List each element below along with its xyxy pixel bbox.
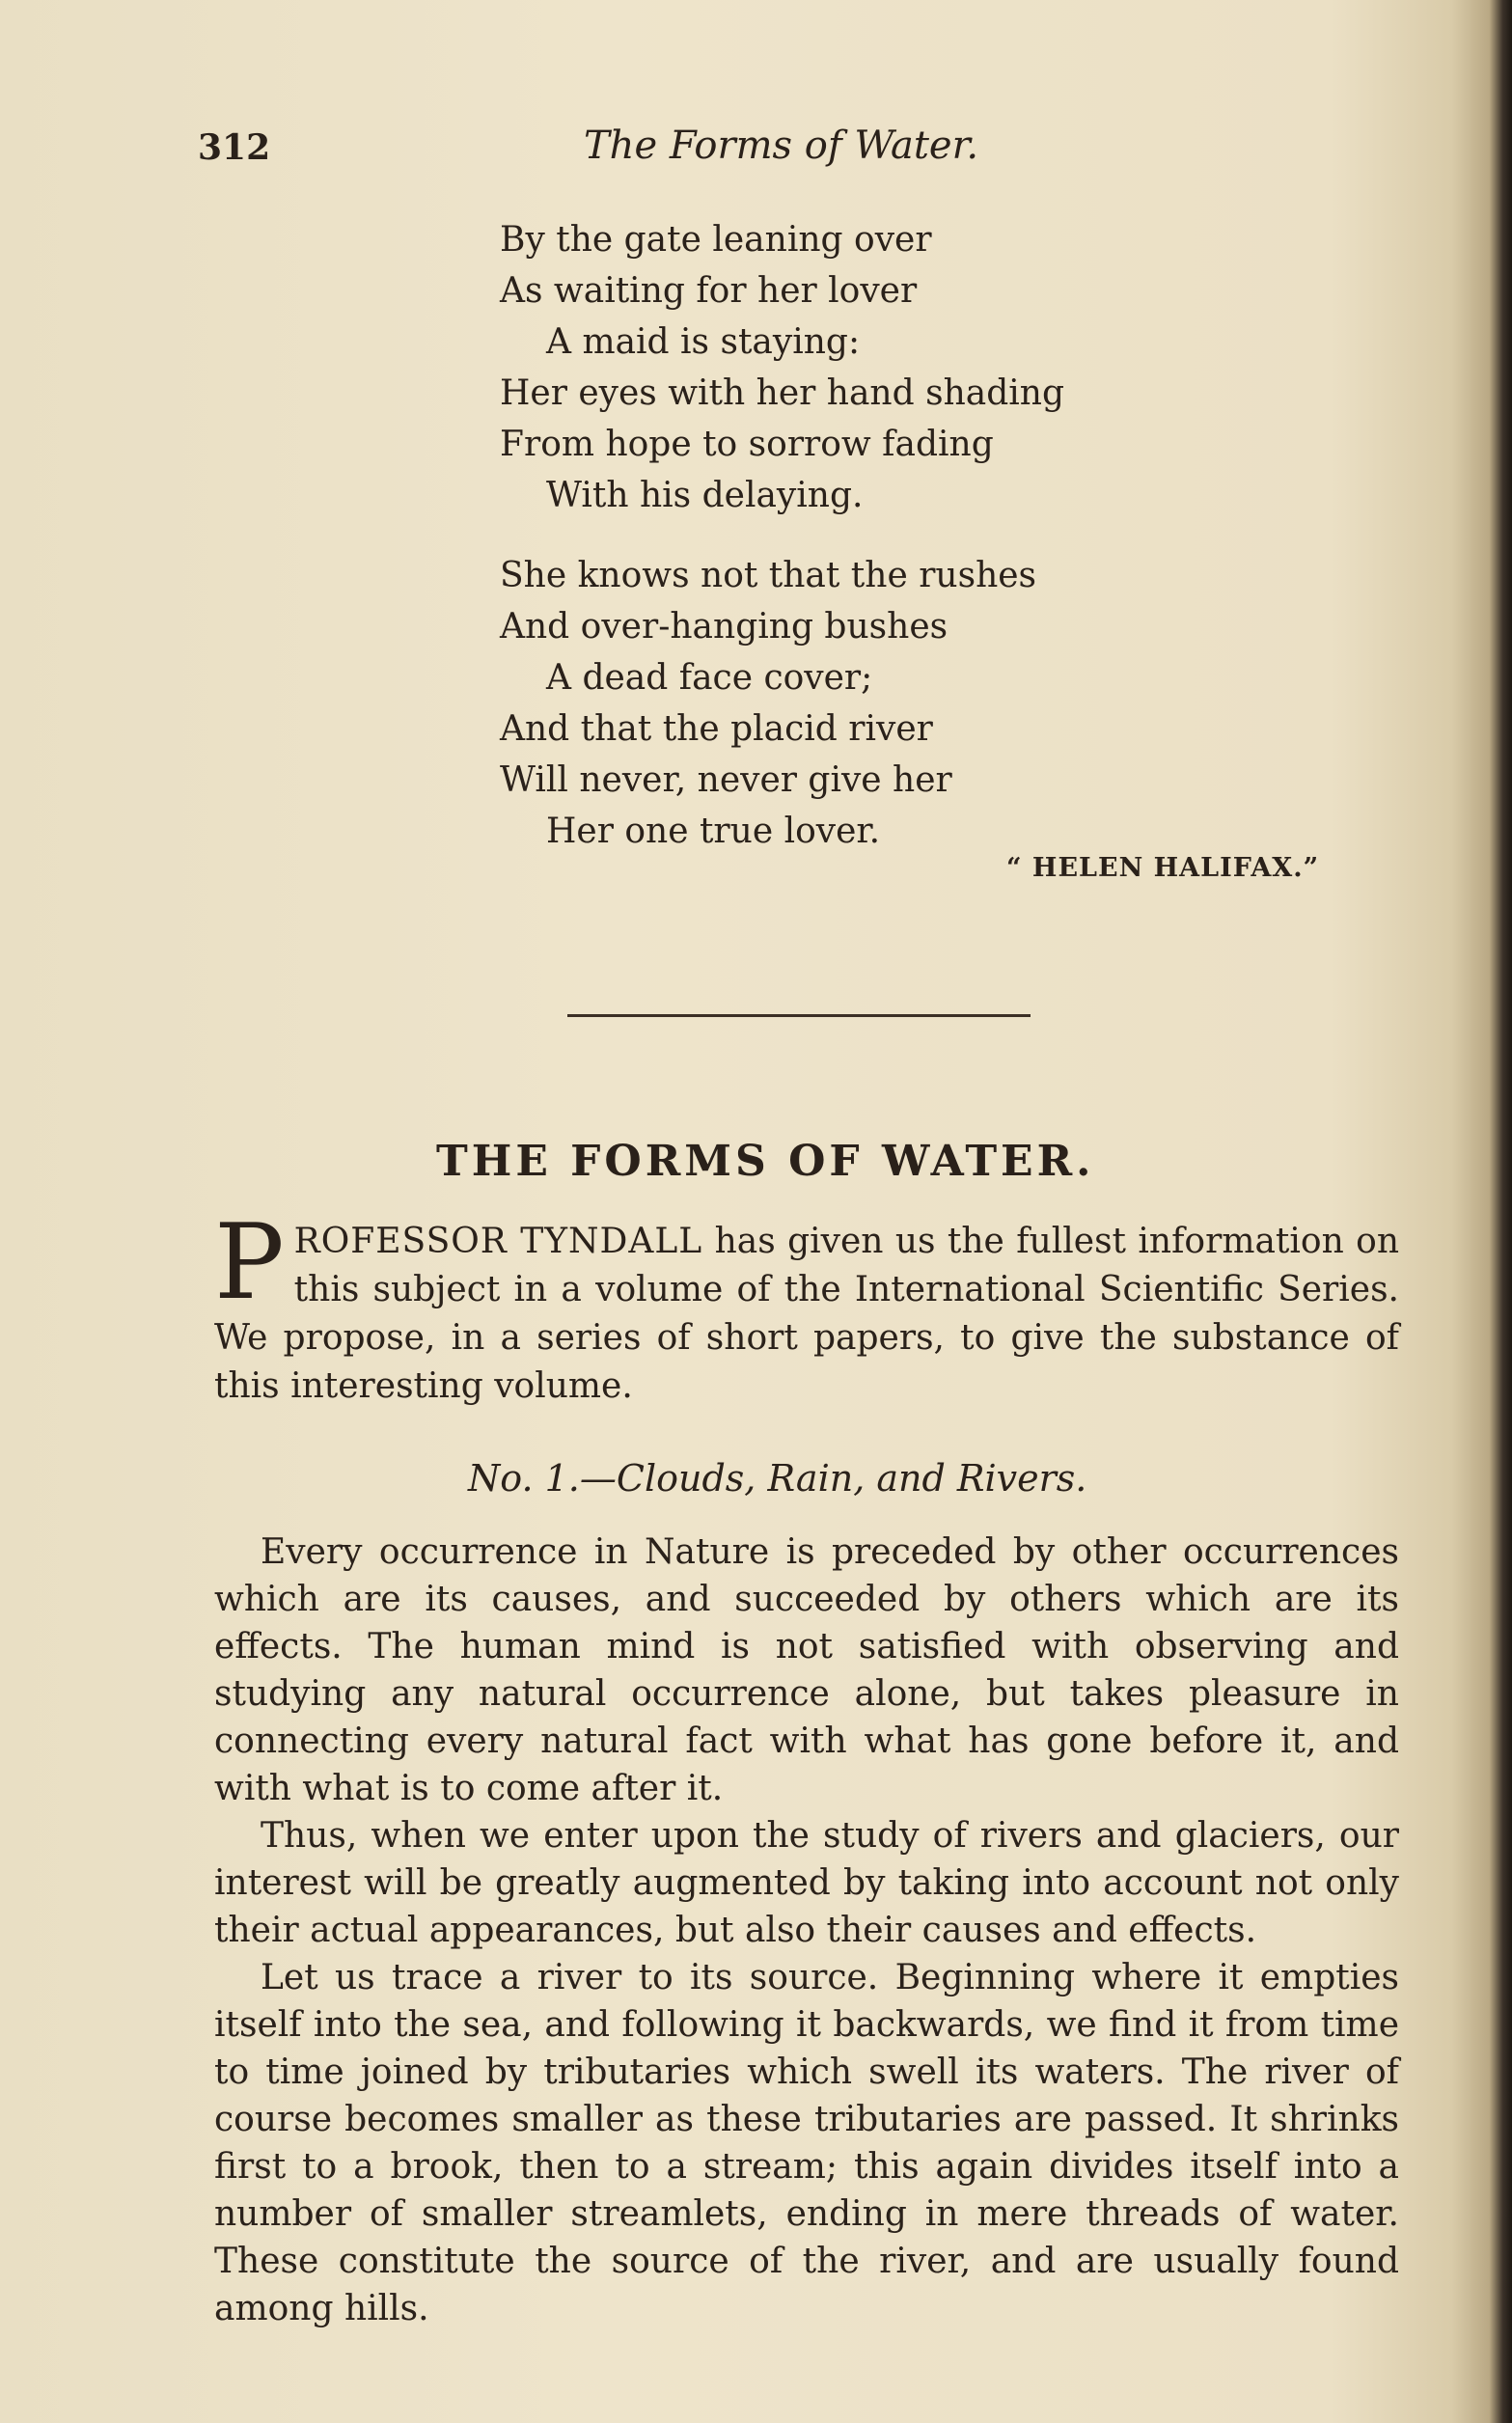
article-body <box>214 1528 1399 2332</box>
poem-attribution: “ HELEN HALIFAX.” <box>1006 853 1320 883</box>
poem-line: And that the placid river <box>500 709 933 749</box>
poem-line: By the gate leaning over <box>500 220 932 260</box>
poem-stanza <box>500 550 1064 857</box>
drop-cap: P <box>214 1202 285 1323</box>
intro-lead: ROFESSOR TYNDALL <box>293 1222 703 1261</box>
body-paragraph: Every occurrence in Nature is preceded by other occurrences which are its causes, and succeeded by others which are its effects. The human mind is not satisfied with observing and studying any natural occurrence alone, but takes pleasure in connecting every natural fact with what has gone before it, and with what is to come after it. <box>214 1532 1399 1808</box>
body-paragraph: Thus, when we enter upon the study of rivers and glaciers, our interest will be greatly augmented by taking into account not only their actual appearances, but also their causes and effects. <box>214 1816 1399 1950</box>
section-subheading: No. 1.—Clouds, Rain, and Rivers. <box>468 1457 1087 1500</box>
body-paragraph: Let us trace a river to its source. Beginning where it empties itself into the sea, and following it backwards, we find it from time to time joined by tributaries which swell its waters. The river of course becomes smaller as these tributaries are passed. It shrinks first to a brook, then to a stream; this again divides itself into a number of smaller streamlets, ending in mere threads of water. These constitute the source of the river, and are usually found among hills. <box>214 1958 1399 2328</box>
poem-line: Her one true lover. <box>546 812 881 851</box>
poem <box>500 214 1064 886</box>
article-title: THE FORMS OF WATER. <box>436 1137 1095 1186</box>
poem-line: A dead face cover; <box>546 658 873 698</box>
poem-line: She knows not that the rushes <box>500 556 1037 595</box>
running-title: The Forms of Water. <box>584 124 979 168</box>
poem-line: From hope to sorrow fading <box>500 425 994 464</box>
poem-line: With his delaying. <box>546 476 864 515</box>
poem-line: As waiting for her lover <box>500 271 918 311</box>
section-divider <box>567 1014 1031 1017</box>
poem-line: Will never, never give her <box>500 760 952 800</box>
poem-line: Her eyes with her hand shading <box>500 373 1065 413</box>
page-number: 312 <box>198 127 271 168</box>
intro-paragraph <box>214 1202 1399 1411</box>
poem-line: And over-hanging bushes <box>500 607 948 647</box>
poem-line: A maid is staying: <box>546 322 861 362</box>
poem-stanza <box>500 214 1064 521</box>
intro-text: has given us the fullest information on this subject in a volume of the International Scientific Series. We propose, in a series of short papers, to give the substance of this interesting volume. <box>214 1222 1399 1406</box>
